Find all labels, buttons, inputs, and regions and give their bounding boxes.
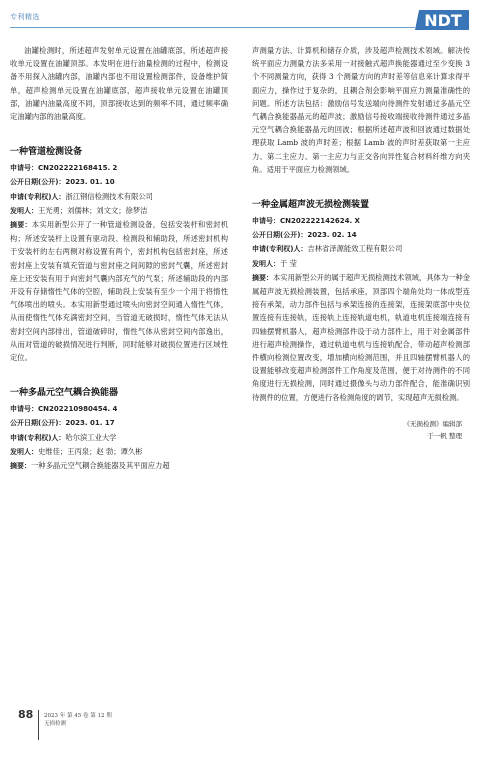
field-value: CN202210980454. 4 bbox=[38, 405, 118, 414]
field-label: 发明人： bbox=[252, 259, 280, 268]
patent-entry bbox=[252, 198, 470, 404]
header-rule bbox=[10, 27, 415, 28]
field-label: 发明人： bbox=[10, 206, 38, 215]
journal-info bbox=[44, 712, 112, 728]
editor-credit bbox=[252, 418, 470, 442]
applicant bbox=[252, 242, 470, 256]
field-label: 申请(专利权)人： bbox=[10, 192, 66, 201]
field-label: 申请号： bbox=[10, 405, 38, 414]
right-intro-paragraph: 声测量方法、计算机和储存介质，涉及超声检测技术领域。解决传统平面应力测量方法多采用一对接触式超声换能器通过至少变换 3 个不同测量方向，获得 3 个测量方向的声时差等信息来计算求得平面应力，操作过于复杂的，且耦合剂会影响平面应力测量准确性的问题。所述方法包括：激励信号发送端向待测件发射通过多晶元空气耦合换能器晶元的超声波；激励信号接收端接收待测件通过多晶元空气耦合换能器晶元的回波；根据所述超声波和回波通过数据处理获取 Lamb 波的声时差；根据 Lamb 波的声时差获取第一主应力、第二主应力、第一主应力与正交各向异性复合材料纤维方向夹角。适用于平面应力检测领域。 bbox=[252, 46, 470, 174]
abstract bbox=[10, 218, 228, 364]
abstract bbox=[10, 459, 228, 473]
logo-text: NDT bbox=[424, 11, 462, 30]
ndt-logo-icon bbox=[413, 8, 473, 32]
publication-date bbox=[10, 175, 228, 189]
field-label: 公开日期(公开)： bbox=[10, 419, 66, 428]
page-number: 88 bbox=[18, 708, 34, 721]
field-label: 申请(专利权)人： bbox=[252, 245, 308, 254]
field-value: 2023. 01. 10 bbox=[65, 178, 115, 187]
field-value: 吉林省泽源能效工程有限公司 bbox=[307, 244, 403, 254]
applicant bbox=[10, 190, 228, 204]
abstract-text: 一种多晶元空气耦合换能器及其平面应力超 bbox=[31, 461, 170, 471]
inventors bbox=[10, 204, 228, 218]
field-label: 摘要： bbox=[252, 273, 273, 282]
field-label: 公开日期(公开)： bbox=[252, 231, 308, 240]
left-column bbox=[10, 44, 228, 473]
field-value: 2023. 02. 14 bbox=[307, 231, 357, 240]
section-label: 专利精选 bbox=[10, 13, 40, 21]
abstract-text: 本实用新型公开了一种管道检测设备，包括安装杆和密封机构；所述安装杆上设置有驱动段、检测段和辅助段，所述密封机构于安装杆的左右两侧对称设置有两个，密封机构包括密封座，所述密封座上安装有填充管道与密封座之间间隙的密封气囊，所述密封座上还安装有用于向密封气囊内部充气的气泵；所述辅助段的内部开设有存储惰性气体的空腔，辅助段上安装有至少一个用于将惰性气体喷出的喷头。本实用新型通过喷头向密封空间通入惰性气体，从而使惰性气体充满密封空间，当管道无破损时，惰性气体无法从密封空间内部排出，管道破碎时，惰性气体从密封空间内部逸出，从而对管道的破损情况进行判断，同时能够对破损位置进行区域性定位。 bbox=[10, 220, 228, 363]
right-column bbox=[252, 44, 470, 442]
patent-entry bbox=[10, 145, 228, 364]
field-value: 浙江钢信检测技术有限公司 bbox=[65, 191, 153, 201]
application-number bbox=[252, 214, 470, 228]
field-value: 于 莹 bbox=[280, 258, 297, 268]
editor-name: 于一帆 整理 bbox=[427, 431, 462, 440]
field-label: 摘要： bbox=[10, 221, 32, 230]
abstract bbox=[252, 271, 470, 404]
application-number bbox=[10, 402, 228, 416]
inventors bbox=[10, 445, 228, 459]
field-label: 申请号： bbox=[10, 164, 38, 173]
field-value: 王光勇；刘儒林；刘文文；徐梦洁 bbox=[38, 205, 148, 215]
field-label: 摘要： bbox=[10, 462, 31, 471]
publication-date bbox=[10, 416, 228, 430]
field-label: 公开日期(公开)： bbox=[10, 178, 66, 187]
field-label: 申请号： bbox=[252, 217, 280, 226]
application-number bbox=[10, 161, 228, 175]
applicant bbox=[10, 431, 228, 445]
patent-entry bbox=[10, 386, 228, 473]
journal-name: 无损检测 bbox=[44, 721, 67, 727]
field-value: 史维佳；王丙泉；赵 勃；谭久彬 bbox=[38, 446, 143, 456]
footer-divider bbox=[38, 710, 39, 740]
field-value: CN202222142624. X bbox=[280, 217, 360, 226]
patent-title: 一种金属超声波无损检测装置 bbox=[252, 200, 370, 211]
journal-issue: 2023 年 第 45 卷 第 12 期 bbox=[44, 713, 112, 719]
field-value: 哈尔滨工业大学 bbox=[65, 432, 117, 442]
field-value: 2023. 01. 17 bbox=[65, 419, 115, 428]
patent-title: 一种多晶元空气耦合换能器 bbox=[10, 388, 119, 399]
field-label: 申请(专利权)人： bbox=[10, 433, 66, 442]
editor-department: 《无损检测》编辑部 bbox=[403, 419, 462, 428]
page-header bbox=[0, 0, 480, 40]
abstract-text: 本实用新型公开的属于超声无损检测技术领域，具体为一种金属超声波无损检测装置，包括承座，顶部四个端角处均一体成型连接有承架，动力部件包括与承架连接的连接架，连接架底部中央位置连接有连接轨，连接轨上连接轨道电机，轨道电机连接端连接有四轴摆臂机器人，超声检测部件设于动力部件上，用于对金属部件进行超声检测操作，通过轨道电机与连接轨配合，带动超声检测部件横向检测位置改变，增加横向检测范围，并且四轴摆臂机器人的设置能够改变超声检测部件工作角度及范围，便于对待测件的不同角度进行无损检测，同时通过摄像头与动力部件配合，能准确识别待测件的位置，方便进行各检测角度的调节，实现超声无损检测。 bbox=[252, 272, 471, 402]
publication-date bbox=[252, 228, 470, 242]
inventors bbox=[252, 257, 470, 271]
field-label: 发明人： bbox=[10, 447, 38, 456]
field-value: CN202222168415. 2 bbox=[38, 164, 118, 173]
patent-title: 一种管道检测设备 bbox=[10, 147, 83, 158]
left-intro-paragraph: 油罐检测时，所述超声发射单元设置在油罐底部，所述超声接收单元设置在油罐顶部。本发明在进行油量检测的过程中，检测设备不用探入油罐内部，油罐内部也不用设置检测部件，设备维护简单，超声检测单元设置在油罐底部，超声接收单元设置在油罐顶部，油罐内油量高度不同，顶部接收达到的频率不同，通过频率确定油罐内部的油量高度。 bbox=[10, 46, 228, 122]
